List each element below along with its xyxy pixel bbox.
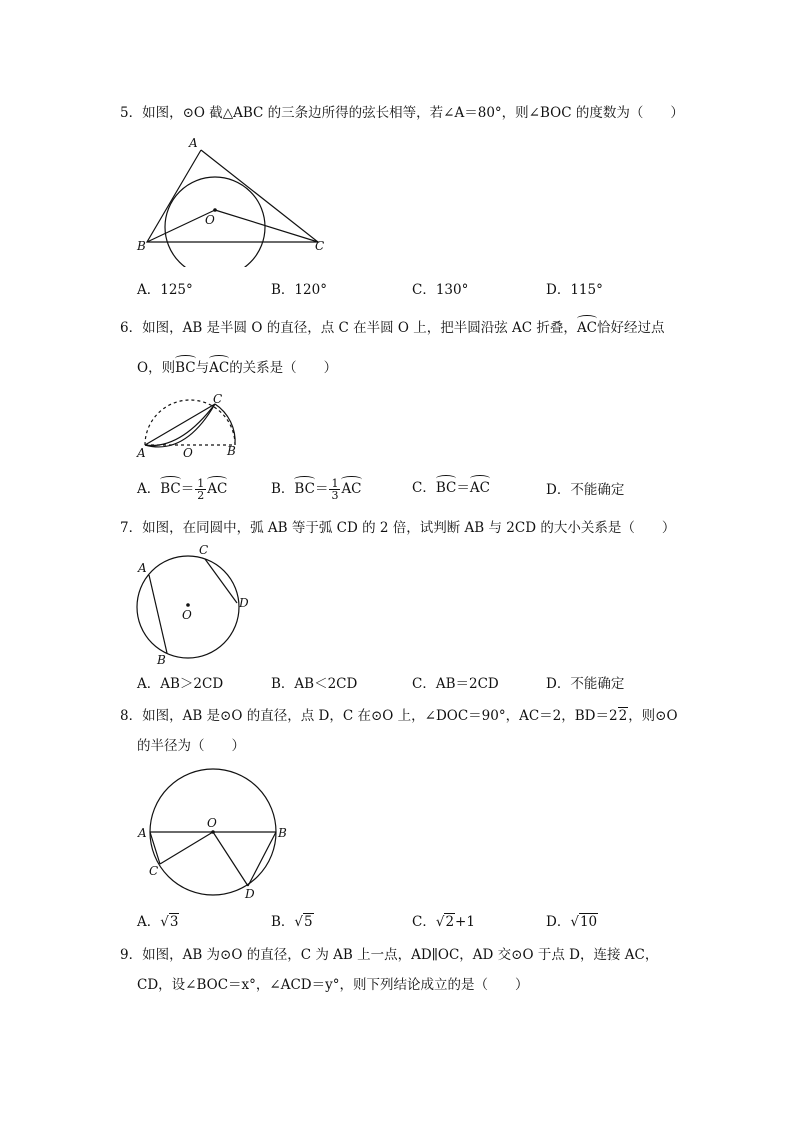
q7-center-dot [186,603,190,607]
q7-label-c: C [199,543,209,557]
q9-line1: 9．如图，AB 为⊙O 的直径，C 为 AB 上一点，AD∥OC，AD 交⊙O 于点 D，连接 AC， [120,947,659,963]
q6-chord-ac [145,404,215,445]
q6-option-d[interactable]: D．不能确定 [546,482,625,498]
q6-label-c: C [213,392,223,406]
q8-radius-oc [160,832,213,864]
q5-label-c: C [315,239,325,253]
q8-option-b[interactable]: B．√5 [271,914,313,930]
q5-line-oc [215,210,318,242]
q6-line1-tail: 恰好经过点 [597,320,665,336]
q6-arc-bc: BC [175,360,196,376]
q7-text: 7．如图，在同圆中，弧 AB 等于弧 CD 的 2 倍，试判断 AB 与 2CD 的大小关系是（ ） [120,520,676,536]
q6-line2-head: O，则 [137,360,176,376]
q7-circle [137,556,239,658]
q6-arc-ac-2: AC [209,360,230,376]
q6-figure [135,392,245,466]
q6-option-b[interactable]: B．BC＝ $\frac{1}{3}$ AC [271,477,362,502]
q7-option-b[interactable]: B．AB＜2CD [271,676,358,692]
q8-figure [135,765,295,904]
q8-sqrt: 2 [618,708,628,724]
q8-label-d: D [245,887,255,900]
q6-line1-head: 6．如图，AB 是半圆 O 的直径，点 C 在半圆 O 上，把半圆沿弦 AC 折叠， [120,320,577,336]
q8-chord-bd [248,832,276,886]
q5-option-c[interactable]: C．130° [412,282,469,298]
q6-arc-ac: AC [576,320,598,336]
q7-label-a: A [138,561,147,575]
q6-label-a: A [137,446,146,460]
q8-line2: 的半径为（ ） [137,738,245,754]
q8-center-dot [211,830,215,834]
q8-line1: 8．如图，AB 是⊙O 的直径，点 D，C 在⊙O 上，∠DOC＝90°，AC＝2，BD＝22，则⊙O [120,708,678,724]
q6-option-c[interactable]: C．BC＝AC [412,480,490,496]
q5-option-d[interactable]: D．115° [546,282,603,298]
q5-center-dot [213,208,217,212]
q5-label-a: A [189,136,198,150]
q6-line2-tail: 的关系是（ ） [229,360,338,376]
q8-option-a[interactable]: A．√3 [137,914,179,930]
q5-option-a[interactable]: A．125° [137,282,193,298]
q7-option-d[interactable]: D．不能确定 [546,676,625,692]
q5-figure [135,132,335,271]
q5-triangle [147,150,318,242]
q8-label-a: A [138,826,147,840]
q8-label-b: B [278,826,287,840]
q8-radius-od [213,832,248,886]
q6-line1 [120,318,665,338]
q7-label-o: O [182,608,192,622]
q5-text: 5．如图，⊙O 截△ABC 的三条边所得的弦长相等，若∠A＝80°，则∠BOC 的度数为（ ） [120,105,684,121]
q7-label-d: D [239,596,249,610]
q8-option-d[interactable]: D．√10 [546,914,598,930]
q7-option-a[interactable]: A．AB＞2CD [137,676,224,692]
q6-arc-cb [215,404,235,445]
q6-yu: 与 [195,360,210,376]
q6-option-a[interactable]: A．BC＝ $\frac{1}{2}$ AC [137,477,228,502]
q7-chord-ab [149,575,167,653]
q8-option-c[interactable]: C．√2+1 [412,914,475,930]
q9-line2: CD，设∠BOC＝x°，∠ACD＝y°，则下列结论成立的是（ ） [137,977,529,993]
q6-line2 [137,358,337,378]
q6-label-o: O [183,446,193,460]
q8-label-c: C [149,864,159,878]
q8-label-o: O [207,816,217,830]
q7-figure [135,540,255,674]
q7-option-c[interactable]: C．AB＝2CD [412,676,499,692]
q5-circle [165,177,265,267]
q5-option-b[interactable]: B．120° [271,282,327,298]
q5-label-b: B [137,239,146,253]
q7-label-b: B [157,653,166,667]
q5-label-o: O [205,213,215,227]
q6-semicircle [145,400,235,445]
q6-label-b: B [227,444,236,458]
